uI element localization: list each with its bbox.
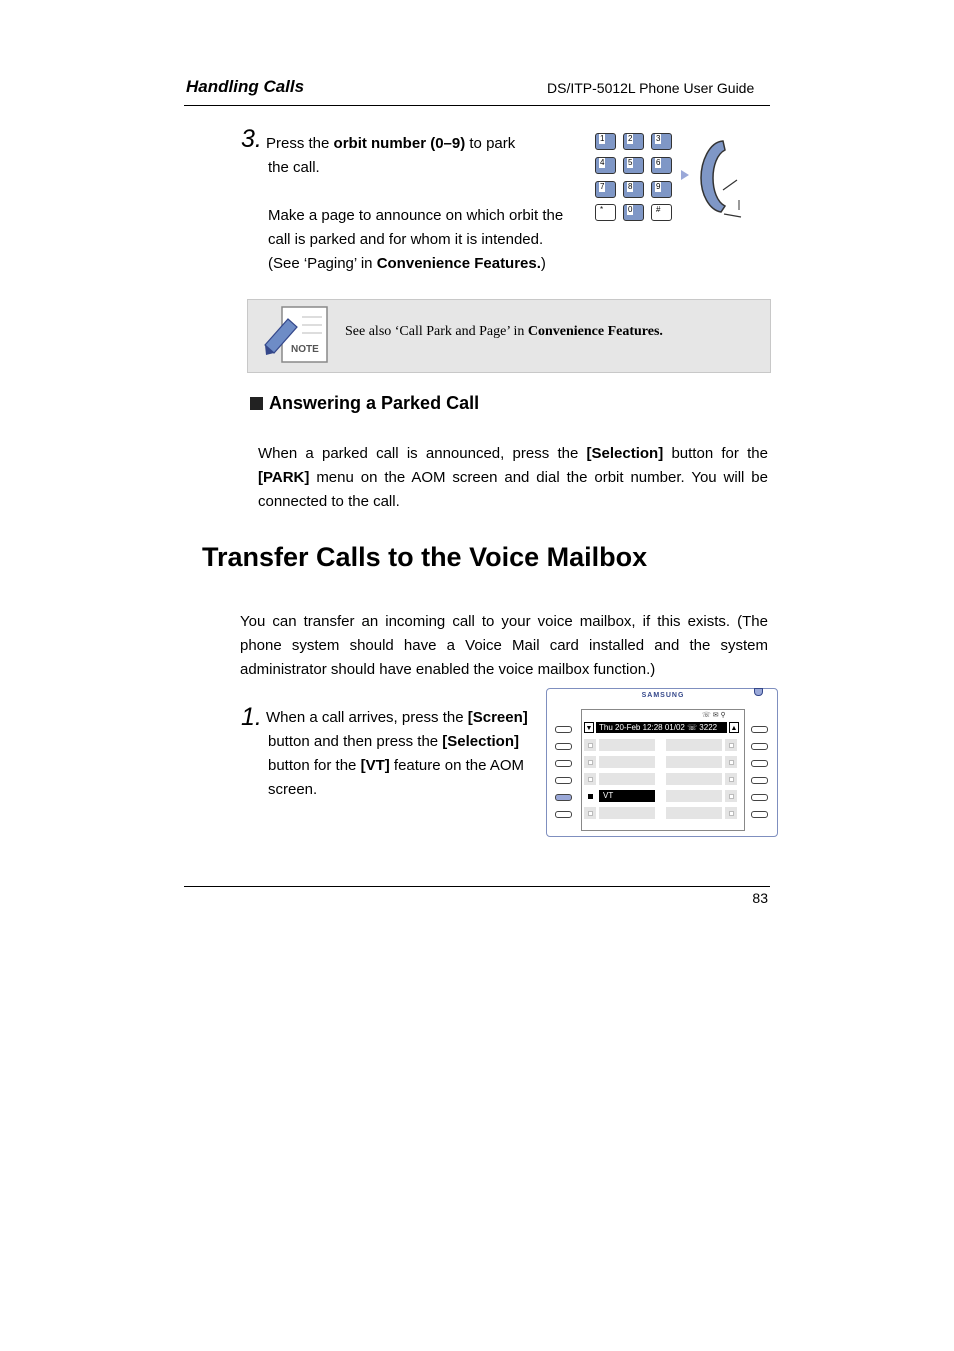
aom-row-cell — [666, 773, 722, 785]
aom-right-button-3 — [751, 760, 768, 767]
aom-row-checkbox — [725, 807, 737, 819]
answering-text: button for the — [663, 445, 768, 462]
note-icon — [262, 305, 330, 365]
answering-text: menu on the AOM screen and dial the orbit number. You will be connected to the call. — [258, 469, 768, 510]
aom-row-cell — [666, 790, 722, 802]
note-icon-label: NOTE — [291, 344, 319, 355]
running-header-section: Handling Calls — [186, 77, 305, 96]
aom-right-button-4 — [751, 777, 768, 784]
aom-brand-logo: SAMSUNG — [641, 692, 685, 699]
step-number-3: 3. — [241, 125, 262, 153]
aom-screen — [581, 709, 745, 831]
keypad-key-0: 0 — [623, 204, 644, 221]
step3-bold: orbit number (0–9) — [333, 135, 466, 152]
park-label: [PARK] — [258, 469, 310, 486]
keypad-key-hash: # — [651, 204, 672, 221]
aom-left-button-6 — [555, 811, 572, 818]
aom-left-button-1 — [555, 726, 572, 733]
step1-text: When a call arrives, press the — [266, 709, 468, 726]
answering-text: When a parked call is announced, press the — [258, 445, 587, 462]
aom-left-button-2 — [555, 743, 572, 750]
selection-label: [Selection] — [442, 733, 519, 750]
running-header-guide-title: DS/ITP-5012L Phone User Guide — [547, 80, 755, 96]
section-heading-text: Answering a Parked Call — [269, 393, 480, 413]
step3-para-bold: Convenience Features. — [376, 255, 541, 272]
step1-text: button and then press the — [268, 733, 443, 750]
aom-status-line: Thu 20-Feb 12:28 01/02 ☏ 3222 — [596, 722, 727, 733]
note-text-bold: Convenience Features. — [527, 324, 663, 339]
page-title-transfer: Transfer Calls to the Voice Mailbox — [202, 542, 648, 572]
note-text — [345, 324, 663, 340]
keypad-key-8: 8 — [623, 181, 644, 198]
step1-text: button for the — [268, 757, 361, 774]
aom-indicator-led — [754, 688, 763, 696]
step3-para-line3 — [268, 252, 546, 276]
aom-row-cell — [666, 807, 722, 819]
keypad-key-1: 1 — [595, 133, 616, 150]
aom-row-checkbox — [725, 739, 737, 751]
aom-left-button-3 — [555, 760, 572, 767]
aom-row-checkbox — [725, 756, 737, 768]
note-text-plain: See also ‘Call Park and Page’ in — [345, 324, 528, 339]
keypad-key-9: 9 — [651, 181, 672, 198]
selection-label: [Selection] — [586, 445, 664, 462]
screen-label: [Screen] — [467, 709, 528, 726]
step1-text: feature on the AOM — [389, 757, 524, 774]
aom-right-button-5 — [751, 794, 768, 801]
aom-row-cell — [666, 756, 722, 768]
step3-text: to park — [465, 135, 516, 152]
step3-para-text: ) — [540, 255, 546, 272]
step3-line1 — [266, 132, 515, 156]
step3-text: Press the — [266, 135, 334, 152]
footer-rule — [184, 886, 770, 887]
header-rule — [184, 105, 770, 106]
section-bullet-square — [250, 397, 263, 410]
aom-row-checkbox-selected — [584, 790, 596, 802]
aom-device-illustration — [546, 688, 778, 837]
transfer-intro-paragraph: You can transfer an incoming call to your voice mailbox, if this exists. (The phone system should have a Voice Mail card installed and the system administrator should have enabled the voice mailbox function.) — [240, 613, 768, 678]
aom-left-button-5-selected — [555, 794, 572, 801]
keypad-key-4: 4 — [595, 157, 616, 174]
aom-vt-item-selected: VT — [599, 790, 655, 802]
keypad-key-7: 7 — [595, 181, 616, 198]
aom-right-button-2 — [751, 743, 768, 750]
aom-row-checkbox — [725, 773, 737, 785]
handset-icon — [679, 132, 744, 222]
section-heading-answering — [250, 393, 479, 414]
aom-row-checkbox — [584, 756, 596, 768]
aom-row-cell — [599, 756, 655, 768]
aom-scroll-down-icon: ▼ — [584, 722, 594, 733]
step3-para-line1: Make a page to announce on which orbit the — [268, 207, 564, 224]
keypad-key-3: 3 — [651, 133, 672, 150]
step3-line2: the call. — [268, 159, 320, 176]
step1-line1 — [266, 706, 528, 730]
keypad-key-star: * — [595, 204, 616, 221]
aom-row-cell — [599, 739, 655, 751]
answering-paragraph — [258, 442, 768, 514]
aom-row-checkbox — [584, 773, 596, 785]
keypad-key-5: 5 — [623, 157, 644, 174]
aom-row-checkbox — [584, 739, 596, 751]
step3-para-line2: call is parked and for whom it is intended. — [268, 231, 544, 248]
keypad-key-2: 2 — [623, 133, 644, 150]
aom-right-button-6 — [751, 811, 768, 818]
vt-label: [VT] — [360, 757, 390, 774]
step1-line4: screen. — [268, 781, 318, 798]
aom-row-cell — [599, 807, 655, 819]
step3-para-text: (See ‘Paging’ in — [268, 255, 377, 272]
step1-line2 — [268, 730, 519, 754]
aom-row-checkbox — [725, 790, 737, 802]
aom-row-cell — [599, 773, 655, 785]
aom-row-cell — [666, 739, 722, 751]
keypad-key-6: 6 — [651, 157, 672, 174]
keypad-illustration — [594, 132, 744, 227]
aom-row-checkbox — [584, 807, 596, 819]
step1-line3 — [268, 754, 524, 778]
aom-status-icons: ☏ ✉ ⚲ — [702, 712, 726, 719]
page-number: 83 — [752, 890, 768, 906]
aom-right-button-1 — [751, 726, 768, 733]
step-number-1: 1. — [241, 703, 262, 731]
aom-scroll-up-icon: ▲ — [729, 722, 739, 733]
aom-left-button-4 — [555, 777, 572, 784]
